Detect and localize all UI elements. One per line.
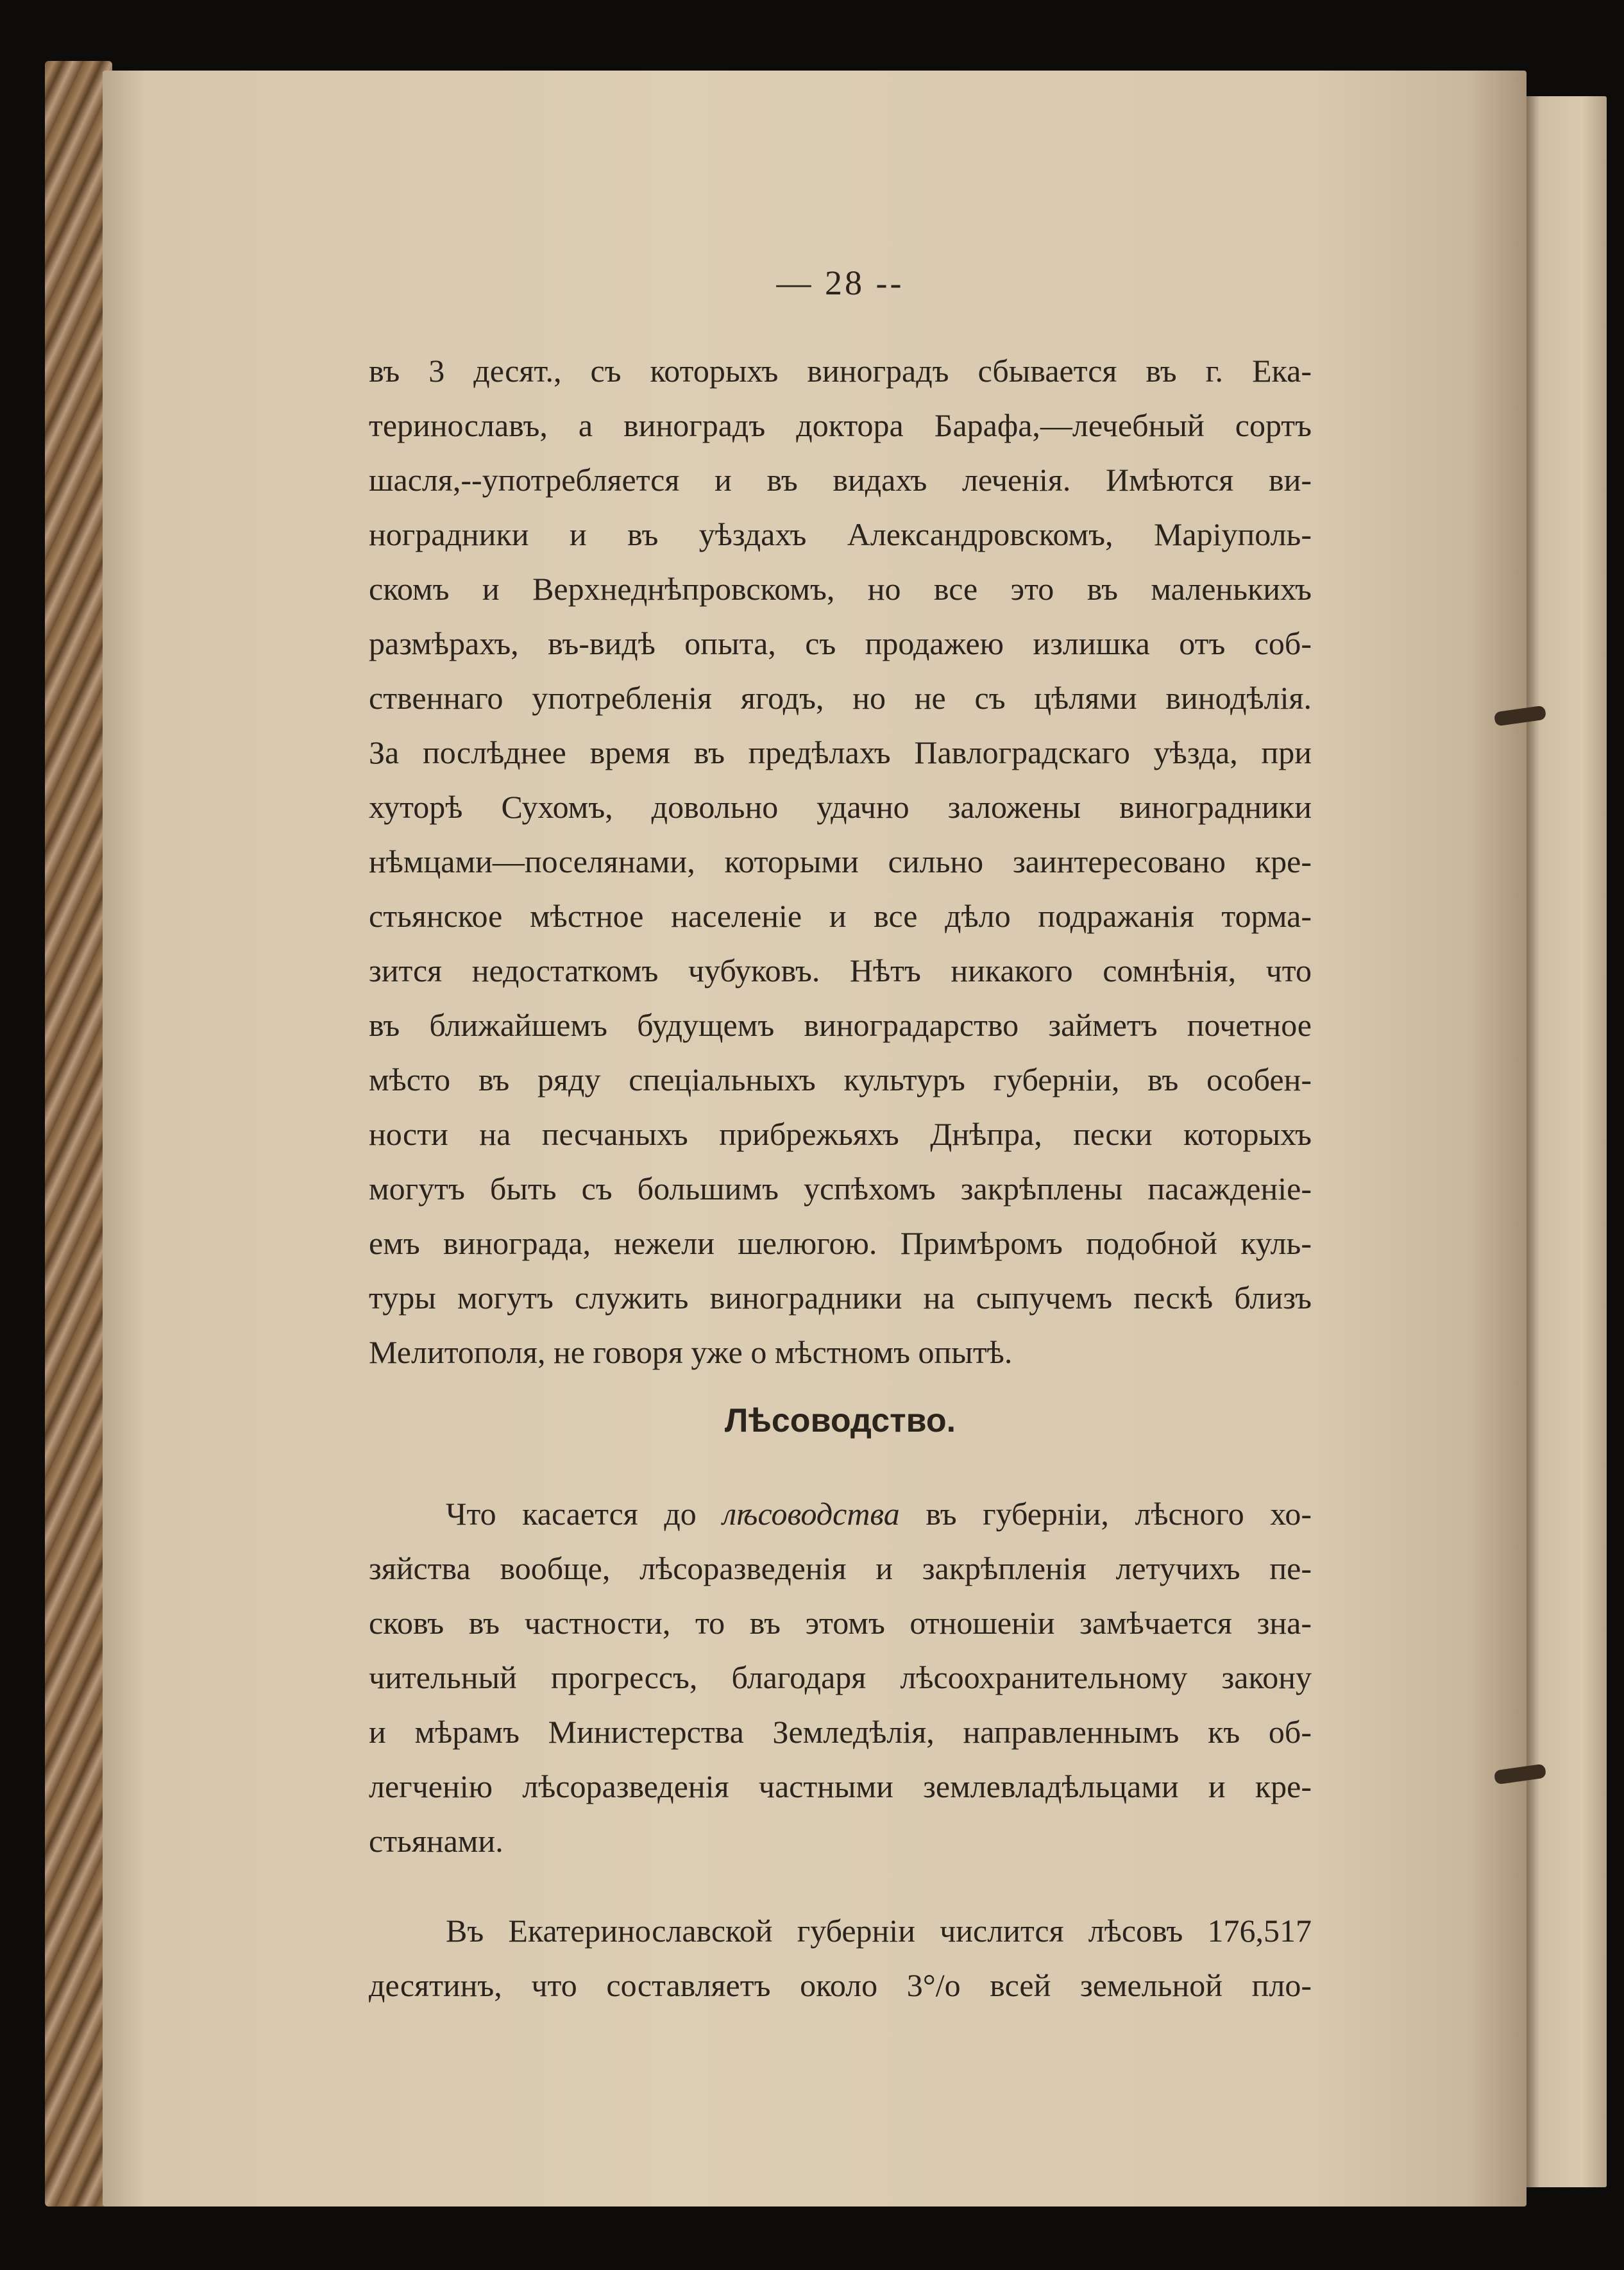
text-line: стьянами.	[369, 1823, 503, 1859]
text-line: въ 3 десят., съ которыхъ виноградъ сбывается въ г. Ека-	[369, 353, 1312, 389]
text-line: ноградники и въ уѣздахъ Александровскомъ, Маріуполь-	[369, 516, 1312, 552]
text-line: За послѣднее время въ предѣлахъ Павлоградскаго уѣзда, при	[369, 734, 1312, 770]
text-line: теринославъ, а виноградъ доктора Барафа,—лечебный сортъ	[369, 407, 1312, 443]
text-line: мѣсто въ ряду спеціальныхъ культуръ губерніи, въ особен-	[369, 1062, 1312, 1097]
text-line: чительный прогрессъ, благодаря лѣсоохранительному закону	[369, 1659, 1312, 1695]
text-line: могутъ быть съ большимъ успѣхомъ закрѣплены пасажденіе-	[369, 1171, 1312, 1207]
text-line: зится недостаткомъ чубуковъ. Нѣтъ никакого сомнѣнія, что	[369, 953, 1312, 988]
text-line: Что касается до лѣсоводства въ губерніи, лѣсного хо-	[446, 1496, 1312, 1532]
page-number: — 28 --	[776, 264, 904, 302]
text-line: стьянское мѣстное населеніе и все дѣло подражанія торма-	[369, 898, 1312, 934]
text-line: хуторѣ Сухомъ, довольно удачно заложены виноградники	[369, 789, 1312, 825]
text-line: зяйства вообще, лѣсоразведенія и закрѣпленія летучихъ пе-	[369, 1550, 1312, 1586]
text-line: емъ винограда, нежели шелюгою. Примѣромъ подобной куль-	[369, 1225, 1312, 1261]
text-line: Въ Екатеринославской губерніи числится лѣсовъ 176,517	[446, 1913, 1312, 1949]
next-page-edge	[1523, 96, 1607, 2187]
text-line: туры могутъ служить виноградники на сыпучемъ пескѣ близъ	[369, 1280, 1312, 1316]
text-line: ственнаго употребленія ягодъ, но не съ цѣлями винодѣлія.	[369, 680, 1312, 716]
text-line: сковъ въ частности, то въ этомъ отношеніи замѣчается зна-	[369, 1605, 1312, 1641]
text-line: Мелитополя, не говоря уже о мѣстномъ опытѣ.	[369, 1334, 1013, 1370]
section-heading: Лѣсоводство.	[724, 1402, 956, 1439]
text-line: въ ближайшемъ будущемъ виноградарство займетъ почетное	[369, 1007, 1312, 1043]
text-line: легченію лѣсоразведенія частными землевладѣльцами и кре-	[369, 1768, 1312, 1804]
text-line: скомъ и Верхнеднѣпровскомъ, но все это въ маленькихъ	[369, 571, 1312, 607]
text-line: шасля,--употребляется и въ видахъ леченія. Имѣются ви-	[369, 462, 1312, 498]
emphasis-word: лѣсоводства	[722, 1496, 900, 1532]
text-line: нѣмцами—поселянами, которыми сильно заинтересовано кре-	[369, 843, 1312, 879]
text-line: десятинъ, что составляетъ около 3°/о всей земельной пло-	[369, 1967, 1312, 2003]
text-line: размѣрахъ, въ-видѣ опыта, съ продажею излишка отъ соб-	[369, 625, 1312, 661]
text-line: ности на песчаныхъ прибрежьяхъ Днѣпра, пески которыхъ	[369, 1116, 1312, 1152]
text-line: и мѣрамъ Министерства Земледѣлія, направленнымъ къ об-	[369, 1714, 1312, 1750]
